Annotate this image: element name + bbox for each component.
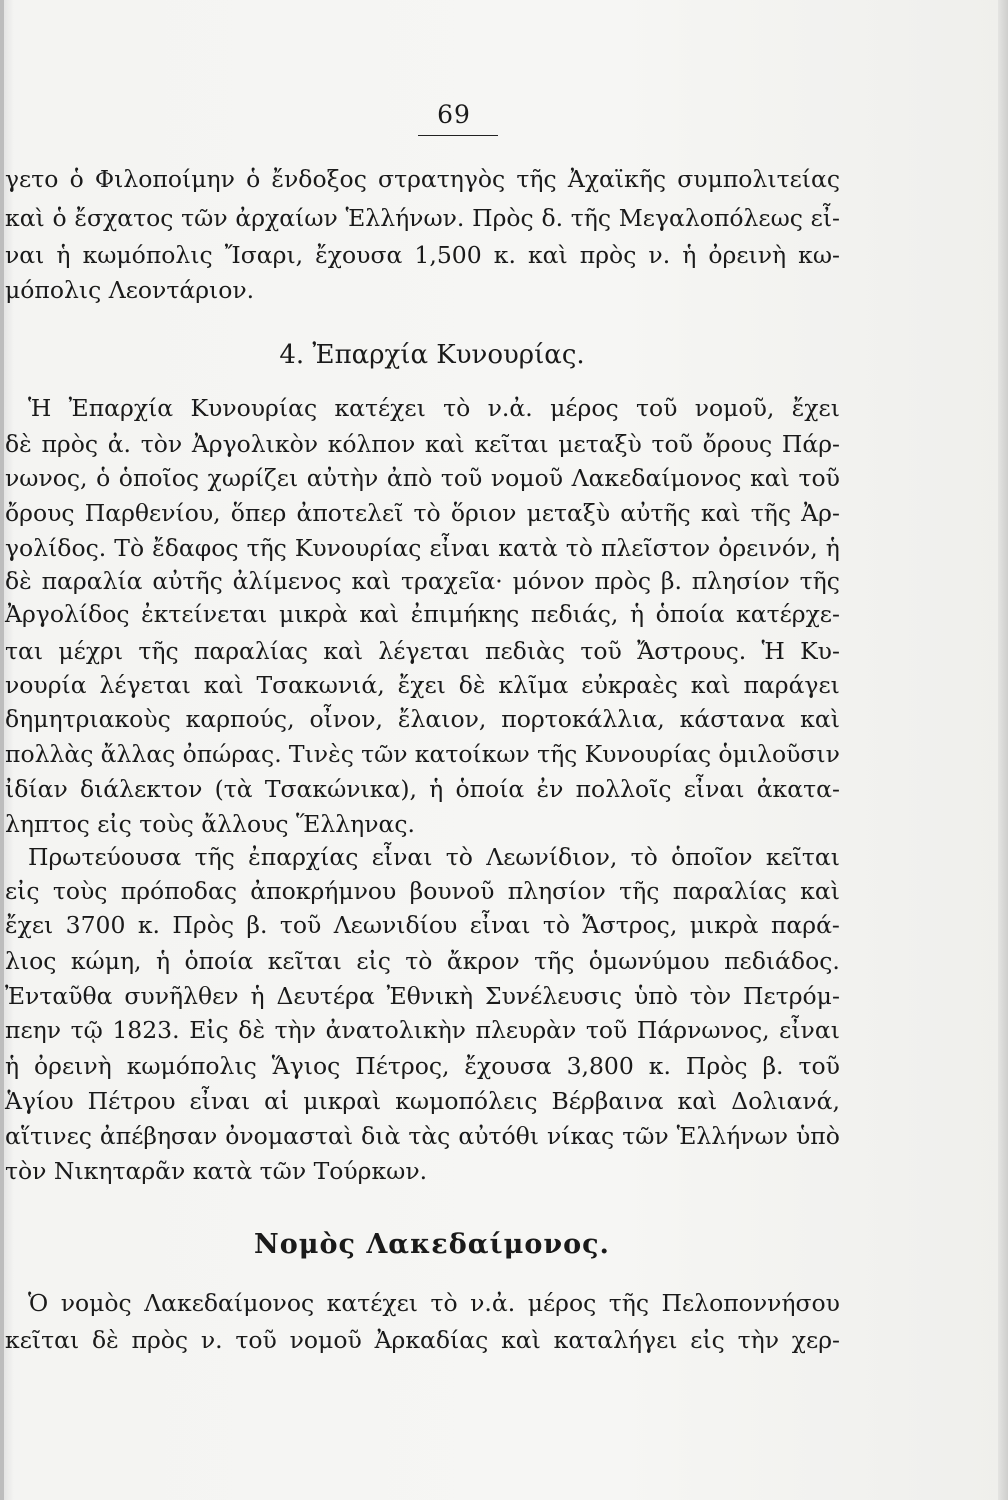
- text-line: ἡ ὀρεινὴ κωμόπολις Ἅγιος Πέτρος, ἔχουσα 3,800 κ. Πρὸς β. τοῦ: [5, 1052, 840, 1080]
- text-line: γολίδος. Τὸ ἔδαφος τῆς Κυνουρίας εἶναι κατὰ τὸ πλεῖστον ὀρεινόν, ἡ: [5, 534, 840, 562]
- section-heading: 4. Ἐπαρχία Κυνουρίας.: [279, 340, 585, 370]
- text-line: Ἐνταῦθα συνῆλθεν ἡ Δευτέρα Ἐθνικὴ Συνέλευσις ὑπὸ τὸν Πετρόμ-: [5, 982, 840, 1010]
- text-line: ἔχει 3700 κ. Πρὸς β. τοῦ Λεωνιδίου εἶναι τὸ Ἄστρος, μικρὰ παρά-: [5, 911, 840, 939]
- page-number-rule: [418, 135, 498, 136]
- text-line: κεῖται δὲ πρὸς ν. τοῦ νομοῦ Ἀρκαδίας καὶ καταλήγει εἰς τὴν χερ-: [5, 1326, 840, 1354]
- binding-edge: [0, 0, 4, 1500]
- text-line: μόπολις Λεοντάριον.: [5, 276, 255, 304]
- text-line: Ἡ Ἐπαρχία Κυνουρίας κατέχει τὸ ν.ἀ. μέρος τοῦ νομοῦ, ἔχει: [28, 394, 840, 422]
- text-line: ται μέχρι τῆς παραλίας καὶ λέγεται πεδιὰς τοῦ Ἄστρους. Ἡ Κυ-: [5, 637, 840, 665]
- text-line: πεην τῷ 1823. Εἰς δὲ τὴν ἀνατολικὴν πλευρὰν τοῦ Πάρνωνος, εἶναι: [5, 1016, 840, 1044]
- text-line: δὲ πρὸς ἀ. τὸν Ἀργολικὸν κόλπον καὶ κεῖται μεταξὺ τοῦ ὄρους Πάρ-: [5, 430, 840, 458]
- text-line: λιος κώμη, ἡ ὁποία κεῖται εἰς τὸ ἄκρον τῆς ὁμωνύμου πεδιάδος.: [5, 947, 840, 975]
- text-line: Πρωτεύουσα τῆς ἐπαρχίας εἶναι τὸ Λεωνίδιον, τὸ ὁποῖον κεῖται: [28, 843, 840, 871]
- text-line: εἰς τοὺς πρόποδας ἀποκρήμνου βουνοῦ πλησίον τῆς παραλίας καὶ: [5, 877, 840, 905]
- text-line: ληπτος εἰς τοὺς ἄλλους Ἕλληνας.: [5, 810, 415, 838]
- text-line: νωνος, ὁ ὁποῖος χωρίζει αὐτὴν ἀπὸ τοῦ νομοῦ Λακεδαίμονος καὶ τοῦ: [5, 464, 840, 492]
- text-line: τὸν Νικηταρᾶν κατὰ τῶν Τούρκων.: [5, 1157, 428, 1185]
- text-line: ὄρους Παρθενίου, ὅπερ ἀποτελεῖ τὸ ὅριον μεταξὺ αὐτῆς καὶ τῆς Ἀρ-: [5, 499, 840, 527]
- text-line: Ἁγίου Πέτρου εἶναι αἱ μικραὶ κωμοπόλεις Βέρβαινα καὶ Δολιανά,: [5, 1087, 840, 1115]
- text-line: γετο ὁ Φιλοποίμην ὁ ἔνδοξος στρατηγὸς τῆς Ἀχαϊκῆς συμπολιτείας: [5, 165, 840, 193]
- page-number: 69: [437, 100, 471, 129]
- text-line: νουρία λέγεται καὶ Τσακωνιά, ἔχει δὲ κλῖμα εὐκραὲς καὶ παράγει: [5, 671, 840, 699]
- page-right-edge: [998, 0, 1008, 1500]
- text-line: πολλὰς ἄλλας ὀπώρας. Τινὲς τῶν κατοίκων τῆς Κυνουρίας ὁμιλοῦσιν: [5, 740, 840, 768]
- text-line: ἰδίαν διάλεκτον (τὰ Τσακώνικα), ἡ ὁποία ἐν πολλοῖς εἶναι ἀκατα-: [5, 775, 840, 803]
- text-line: αἵτινες ἀπέβησαν ὀνομασταὶ διὰ τὰς αὐτόθι νίκας τῶν Ἑλλήνων ὑπὸ: [5, 1122, 840, 1150]
- text-line: Ἀργολίδος ἐκτείνεται μικρὰ καὶ ἐπιμήκης πεδιάς, ἡ ὁποία κατέρχε-: [5, 600, 840, 628]
- text-line: Ὁ νομὸς Λακεδαίμονος κατέχει τὸ ν.ἀ. μέρος τῆς Πελοποννήσου: [28, 1289, 840, 1317]
- text-line: δὲ παραλία αὐτῆς ἀλίμενος καὶ τραχεῖα· μόνον πρὸς β. πλησίον τῆς: [5, 567, 840, 595]
- text-line: καὶ ὁ ἔσχατος τῶν ἀρχαίων Ἑλλήνων. Πρὸς δ. τῆς Μεγαλοπόλεως εἶ-: [5, 204, 840, 232]
- text-line: ναι ἡ κωμόπολις Ἴσαρι, ἔχουσα 1,500 κ. καὶ πρὸς ν. ἡ ὀρεινὴ κω-: [5, 241, 840, 269]
- text-line: δημητριακοὺς καρπούς, οἶνον, ἔλαιον, πορτοκάλλια, κάστανα καὶ: [5, 705, 840, 733]
- chapter-heading: Νομὸς Λακεδαίμονος.: [254, 1229, 610, 1260]
